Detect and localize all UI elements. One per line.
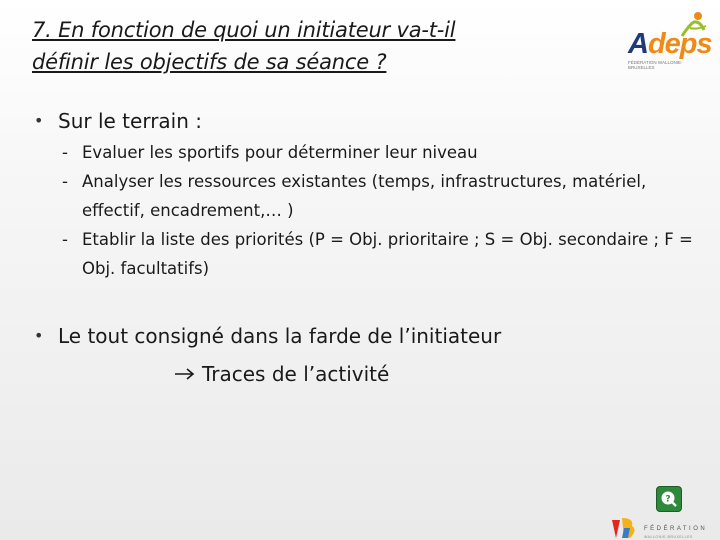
- bullet-2-text: Le tout consigné dans la farde de l’initiateur: [58, 324, 502, 348]
- sub-item: - Etablir la liste des priorités (P = Obj. prioritaire ; S = Obj. secondaire ; F = Obj. facultatifs): [62, 225, 694, 283]
- sub-item: - Analyser les ressources existantes (temps, infrastructures, matériel, effectif, encadrement,… ): [62, 167, 694, 225]
- fwb-logo-text: FÉDÉRATION: [644, 526, 708, 532]
- bullet-1: [34, 106, 694, 136]
- arrow-text: Traces de l’activité: [202, 362, 390, 386]
- adeps-logo: [620, 8, 710, 74]
- fwb-logo: [610, 514, 720, 540]
- arrow-line: [34, 359, 694, 389]
- bullet-1-text: Sur le terrain :: [58, 109, 202, 133]
- fwb-logo-subtext: WALLONIE-BRUXELLES: [644, 535, 693, 539]
- svg-text:?: ?: [665, 494, 671, 505]
- sub-item: - Evaluer les sportifs pour déterminer leur niveau: [62, 138, 694, 167]
- slide-content: [34, 106, 694, 389]
- bullet-2: [34, 321, 694, 351]
- bullet-1-subitems: [34, 138, 694, 283]
- right-arrow-icon: [174, 359, 196, 389]
- adeps-subtitle: FÉDÉRATION WALLONIE-BRUXELLES: [628, 60, 683, 70]
- search-help-icon[interactable]: [656, 486, 682, 512]
- page-title: [32, 14, 552, 78]
- adeps-wordmark: Adeps: [628, 28, 712, 60]
- title-line-1: 7. En fonction de quoi un initiateur va-t-il: [32, 18, 456, 42]
- title-line-2: définir les objectifs de sa séance ?: [32, 50, 387, 74]
- fwb-mark-icon: [610, 516, 640, 540]
